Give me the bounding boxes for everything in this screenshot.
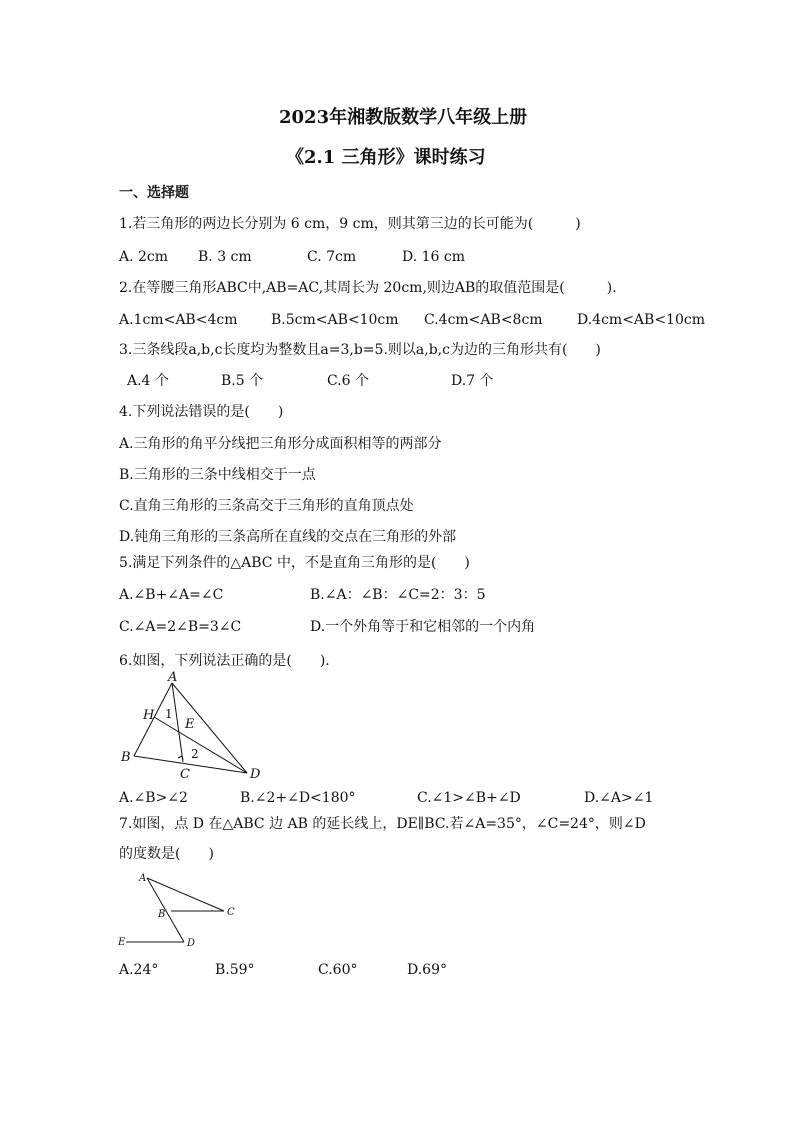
- figure-7-label-b: B: [158, 909, 166, 920]
- figure-7-label-a: A: [139, 873, 147, 884]
- figure-7-label-e: E: [118, 937, 126, 948]
- question-5-option-a: A.∠B+∠A=∠C: [119, 587, 224, 603]
- question-7-figure: [112, 868, 247, 953]
- figure-6-label-d: D: [250, 767, 261, 782]
- question-2-option-c: C.4cm<AB<8cm: [424, 312, 543, 328]
- figure-7-label-d: D: [187, 938, 196, 949]
- figure-6-label-b: B: [121, 750, 131, 765]
- question-7-stem-line-2: 的度数是( ): [119, 846, 214, 862]
- page-title: 2023年湘教版数学八年级上册: [279, 107, 528, 128]
- question-6-stem: 6.如图，下列说法正确的是( ).: [119, 653, 330, 669]
- question-4-option-d: D.钝角三角形的三条高所在直线的交点在三角形的外部: [119, 529, 457, 545]
- question-1-stem: 1.若三角形的两边长分别为 6 cm，9 cm，则其第三边的长可能为( ): [119, 216, 581, 232]
- question-4-option-c: C.直角三角形的三条高交于三角形的直角顶点处: [119, 498, 414, 514]
- question-4-option-a: A.三角形的角平分线把三角形分成面积相等的两部分: [119, 436, 442, 452]
- question-5-option-b: B.∠A：∠B：∠C=2：3：5: [310, 587, 486, 603]
- question-7-option-c: C.60°: [318, 962, 358, 978]
- figure-7-label-c: C: [227, 907, 235, 918]
- question-6-option-a: A.∠B>∠2: [119, 790, 188, 806]
- question-1-option-c: C. 7cm: [307, 249, 357, 265]
- question-6-option-b: B.∠2+∠D<180°: [240, 790, 356, 806]
- question-6-option-c: C.∠1>∠B+∠D: [417, 790, 521, 806]
- figure-6-label-1: 1: [165, 707, 173, 721]
- question-7-option-a: A.24°: [119, 962, 159, 978]
- question-5-stem: 5.满足下列条件的△ABC 中，不是直角三角形的是( ): [119, 555, 470, 571]
- question-3-option-d: D.7 个: [451, 373, 494, 389]
- figure-6-label-e: E: [185, 717, 195, 732]
- question-7-option-d: D.69°: [407, 962, 447, 978]
- question-1-option-d: D. 16 cm: [402, 249, 466, 265]
- question-7-stem-line-1: 7.如图，点 D 在△ABC 边 AB 的延长线上，DE∥BC.若∠A=35°，∠C=24°，则∠D: [119, 816, 646, 832]
- question-2-option-b: B.5cm<AB<10cm: [271, 312, 399, 328]
- question-3-option-a: A.4 个: [127, 373, 169, 389]
- question-5-option-c: C.∠A=2∠B=3∠C: [119, 619, 242, 635]
- question-5-option-d: D.一个外角等于和它相邻的一个内角: [310, 619, 536, 635]
- question-1-option-b: B. 3 cm: [198, 249, 252, 265]
- question-6-figure: [110, 670, 280, 785]
- figure-6-label-c: C: [180, 767, 190, 782]
- question-4-option-b: B.三角形的三条中线相交于一点: [119, 467, 316, 483]
- question-3-option-c: C.6 个: [327, 373, 370, 389]
- question-3-stem: 3.三条线段a,b,c长度均为整数且a=3,b=5.则以a,b,c为边的三角形共有( ): [119, 342, 601, 358]
- question-1-option-a: A. 2cm: [119, 249, 169, 265]
- question-7-option-b: B.59°: [215, 962, 255, 978]
- question-2-option-a: A.1cm<AB<4cm: [119, 312, 238, 328]
- question-4-stem: 4.下列说法错误的是( ): [119, 404, 284, 420]
- question-2-option-d: D.4cm<AB<10cm: [577, 312, 705, 328]
- section-heading: 一、选择题: [119, 185, 189, 201]
- question-3-option-b: B.5 个: [221, 373, 264, 389]
- figure-6-label-h: H: [143, 708, 155, 723]
- figure-6-label-a: A: [168, 670, 178, 685]
- figure-6-label-2: 2: [191, 747, 199, 761]
- question-2-stem: 2.在等腰三角形ABC中,AB=AC,其周长为 20cm,则边AB的取值范围是( ).: [119, 280, 617, 296]
- page-subtitle: 《2.1 三角形》课时练习: [286, 147, 486, 168]
- question-6-option-d: D.∠A>∠1: [584, 790, 654, 806]
